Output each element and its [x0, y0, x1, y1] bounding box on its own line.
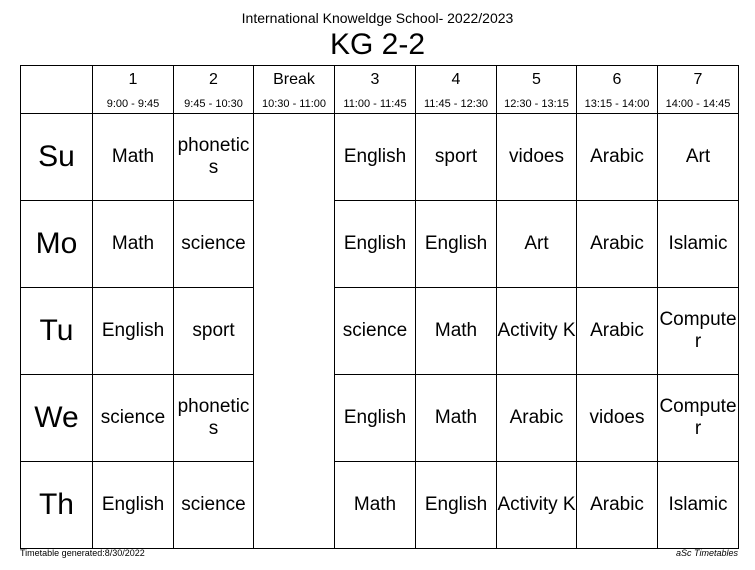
day-label: Mo	[21, 201, 93, 288]
lesson-cell: Activity K	[497, 462, 577, 549]
corner-cell	[21, 66, 93, 114]
lesson-cell: vidoes	[577, 375, 658, 462]
lesson-cell: phonetics	[174, 114, 254, 201]
lesson-cell: English	[93, 288, 174, 375]
lesson-cell: English	[416, 201, 497, 288]
period-header-4: 4 11:45 - 12:30	[416, 66, 497, 114]
lesson-cell: Math	[335, 462, 416, 549]
lesson-cell: phonetics	[174, 375, 254, 462]
generated-date: Timetable generated:8/30/2022	[20, 548, 145, 558]
lesson-cell: vidoes	[497, 114, 577, 201]
break-column	[254, 114, 335, 549]
day-row-tu	[21, 288, 739, 375]
class-title: KG 2-2	[329, 28, 426, 61]
lesson-cell: Computer	[658, 288, 739, 375]
lesson-cell: sport	[174, 288, 254, 375]
lesson-cell: Arabic	[577, 462, 658, 549]
lesson-cell: Math	[416, 375, 497, 462]
software-credit: aSc Timetables	[676, 548, 738, 558]
lesson-cell: science	[93, 375, 174, 462]
period-header-5: 5 12:30 - 13:15	[497, 66, 577, 114]
day-row-th	[21, 462, 739, 549]
day-label: Th	[21, 462, 93, 549]
lesson-cell: Computer	[658, 375, 739, 462]
lesson-cell: English	[335, 375, 416, 462]
lesson-cell: science	[174, 462, 254, 549]
period-header-7: 7 14:00 - 14:45	[658, 66, 739, 114]
day-label: Tu	[21, 288, 93, 375]
lesson-cell: Art	[658, 114, 739, 201]
day-label: Su	[21, 114, 93, 201]
lesson-cell: Activity K	[497, 288, 577, 375]
lesson-cell: Islamic	[658, 462, 739, 549]
day-row-su	[21, 114, 739, 201]
lesson-cell: English	[335, 201, 416, 288]
lesson-cell: English	[416, 462, 497, 549]
day-row-mo	[21, 201, 739, 288]
lesson-cell: Islamic	[658, 201, 739, 288]
period-header-3: 3 11:00 - 11:45	[335, 66, 416, 114]
day-row-we	[21, 375, 739, 462]
header-row	[21, 66, 739, 114]
lesson-cell: Math	[93, 114, 174, 201]
timetable	[20, 65, 739, 549]
period-header-2: 2 9:45 - 10:30	[174, 66, 254, 114]
day-label: We	[21, 375, 93, 462]
lesson-cell: English	[93, 462, 174, 549]
lesson-cell: Arabic	[577, 288, 658, 375]
lesson-cell: English	[335, 114, 416, 201]
break-header: Break 10:30 - 11:00	[254, 66, 335, 114]
lesson-cell: science	[174, 201, 254, 288]
lesson-cell: Arabic	[497, 375, 577, 462]
lesson-cell: Art	[497, 201, 577, 288]
lesson-cell: science	[335, 288, 416, 375]
lesson-cell: Arabic	[577, 201, 658, 288]
lesson-cell: sport	[416, 114, 497, 201]
lesson-cell: Math	[416, 288, 497, 375]
period-header-1: 1 9:00 - 9:45	[93, 66, 174, 114]
period-header-6: 6 13:15 - 14:00	[577, 66, 658, 114]
school-title: International Knoweldge School- 2022/2023	[241, 10, 514, 26]
lesson-cell: Math	[93, 201, 174, 288]
lesson-cell: Arabic	[577, 114, 658, 201]
